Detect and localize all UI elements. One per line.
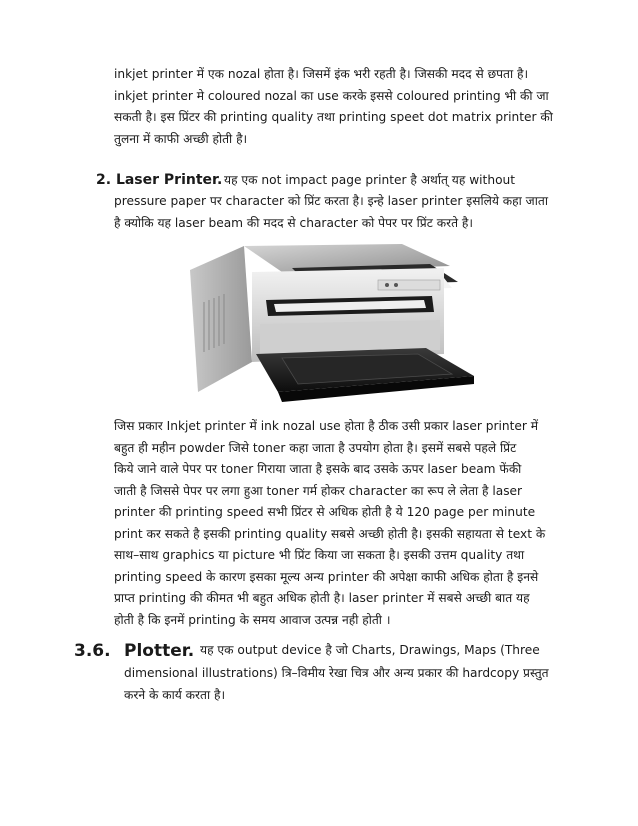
text-line: किये जाने वाले पेपर पर toner गिराया जाता है इसके बाद उसके ऊपर laser beam फेंकी bbox=[114, 462, 522, 476]
inkjet-paragraph bbox=[114, 64, 564, 150]
plotter-section-title: Plotter. bbox=[124, 641, 195, 661]
text-line: pressure paper पर character को प्रिंट करता है। इन्हे laser printer इसलिये कहा जाता bbox=[114, 194, 548, 208]
text-line: है क्योकि यह laser beam की मदद से character को पेपर पर प्रिंट करते है। bbox=[114, 215, 474, 230]
text-line: जिस प्रकार Inkjet printer में ink nozal use होता है ठीक उसी प्रकार laser printer में bbox=[114, 419, 539, 433]
laser-intro-paragraph bbox=[114, 191, 564, 234]
text-line: dimensional illustrations) त्रि–विमीय रेखा चित्र और अन्य प्रकार की hardcopy प्रस्तुत bbox=[124, 666, 549, 680]
text-line: inkjet printer मे coloured nozal का use करके इससे coloured printing भी की जा bbox=[114, 88, 549, 103]
section-number: 2. bbox=[96, 172, 112, 188]
text-line: करने के कार्य करता है। bbox=[124, 687, 226, 702]
plotter-section-number: 3.6. bbox=[74, 641, 111, 661]
text-line: printing speed के कारण इसका मूल्य अन्य printer की अपेक्षा काफी अधिक होता है इनसे bbox=[114, 569, 539, 584]
laser-printer-image bbox=[182, 242, 474, 412]
laser-printer-illustration bbox=[182, 242, 474, 412]
text-line: होती है कि इनमें printing के समय आवाज उत्पन्न नही होती । bbox=[114, 612, 391, 627]
section-title: Laser Printer. bbox=[115, 172, 223, 188]
laser-printer-heading bbox=[96, 172, 222, 188]
plotter-first-line bbox=[200, 640, 564, 662]
text-line: inkjet printer में एक nozal होता है। जिसमें इंक भरी रहती है। जिसकी मदद से छपता है। bbox=[114, 67, 529, 81]
text-line: सकती है। इस प्रिंटर की printing quality तथा printing speet dot matrix printer की bbox=[114, 110, 553, 124]
text-line: print कर सकते है इसकी printing quality सबसे अच्छी होती है। इसकी सहायता से text के bbox=[114, 526, 546, 541]
text-line: प्राप्त printing की कीमत भी बहुत अधिक होती है। laser printer में सबसे अच्छी बात यह bbox=[114, 591, 530, 605]
text-line: printer की printing speed सभी प्रिंटर से अधिक होती है ये 120 page per minute bbox=[114, 505, 536, 519]
text-line: बहुत ही महीन powder जिसे toner कहा जाता है उपयोग होता है। इसमें सबसे पहले प्रिंट bbox=[114, 440, 517, 455]
text-line: जाती है जिससे पेपर पर लगा हुआ toner गर्म होकर character का रूप ले लेता है laser bbox=[114, 483, 523, 498]
text-line: यह एक output device है जो Charts, Drawings, Maps (Three bbox=[200, 643, 540, 657]
laser-description-paragraph bbox=[114, 416, 564, 631]
text-line: तुलना में काफी अच्छी होती है। bbox=[114, 131, 248, 146]
text-line: साथ–साथ graphics या picture भी प्रिंट किया जा सकता है। इसकी उत्तम quality तथा bbox=[114, 548, 525, 562]
text-line: यह एक not impact page printer है अर्थात् यह without bbox=[224, 173, 516, 187]
laser-intro-first-line bbox=[224, 170, 564, 192]
plotter-paragraph bbox=[124, 663, 564, 706]
